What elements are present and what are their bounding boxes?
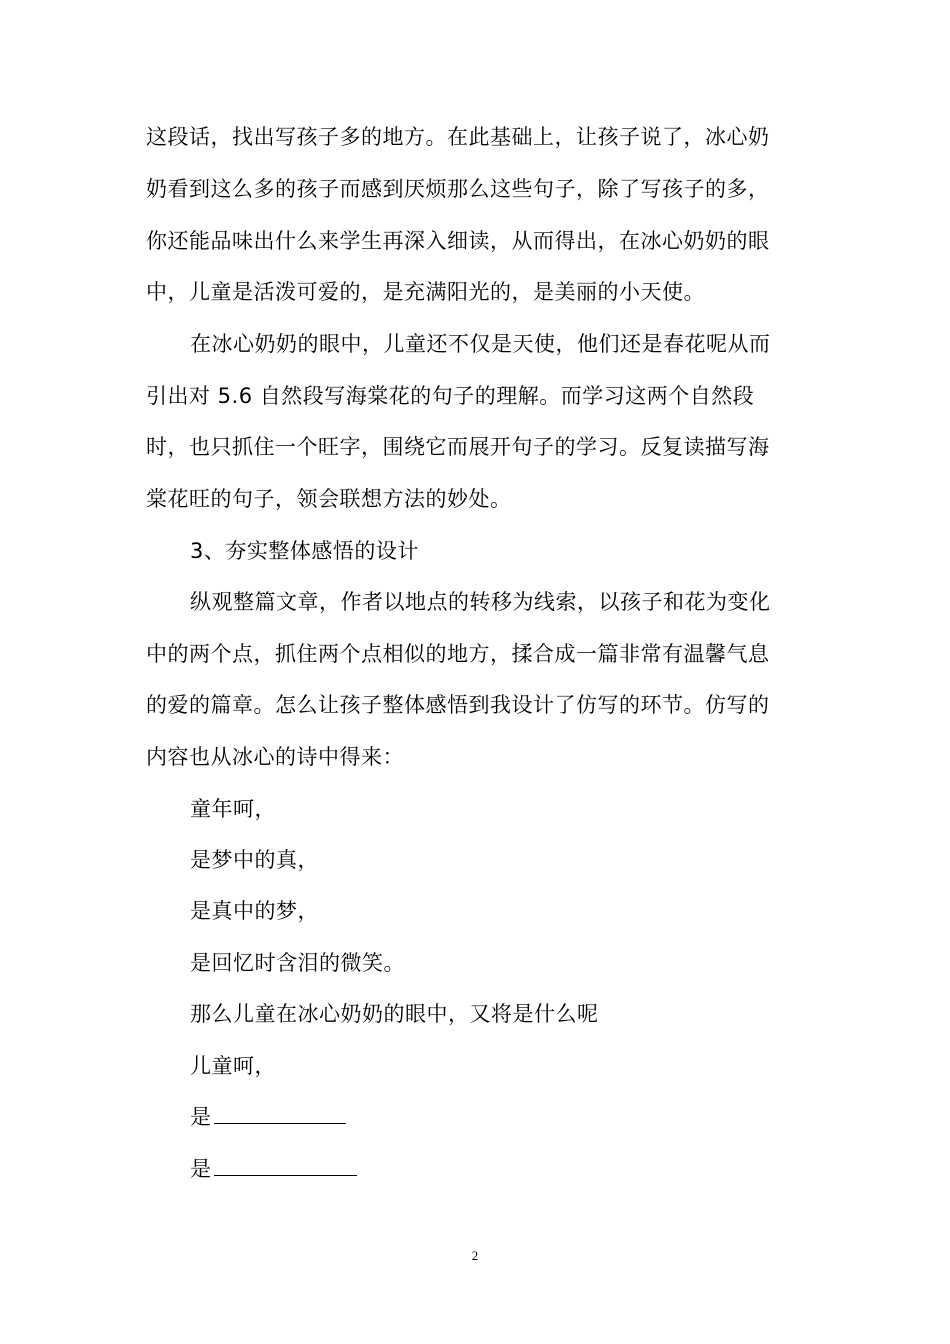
- fill-in-blank-2[interactable]: [214, 1155, 357, 1176]
- paragraph-1-line-1: 这段话，找出写孩子多的地方。在此基础上，让孩子说了，冰心奶: [146, 125, 770, 149]
- poem-line-3: 是真中的梦，: [190, 899, 319, 923]
- poem-line-4: 是回忆时含泪的微笑。: [190, 951, 405, 975]
- fill-in-blank-1[interactable]: [214, 1103, 346, 1124]
- poem-line-1: 童年呵，: [190, 797, 276, 821]
- paragraph-1-line-3: 你还能品味出什么来学生再深入细读，从而得出，在冰心奶奶的眼: [146, 229, 770, 253]
- exercise-blank-1: [190, 1103, 346, 1131]
- exercise-blank-1-prefix: 是: [190, 1105, 212, 1129]
- question-line: 那么儿童在冰心奶奶的眼中，又将是什么呢: [190, 1002, 599, 1026]
- paragraph-1-line-2: 奶看到这么多的孩子而感到厌烦那么这些句子，除了写孩子的多，: [146, 177, 770, 201]
- exercise-opening: 儿童呵，: [190, 1054, 276, 1078]
- paragraph-3-line-2: 中的两个点，抓住两个点相似的地方，揉合成一篇非常有温馨气息: [146, 642, 770, 666]
- paragraph-2-line-4: 棠花旺的句子，领会联想方法的妙处。: [146, 487, 512, 511]
- poem-line-2: 是梦中的真，: [190, 848, 319, 872]
- section-heading: 3、夯实整体感悟的设计: [190, 539, 419, 563]
- paragraph-2-line-2: 引出对 5.6 自然段写海棠花的句子的理解。而学习这两个自然段: [146, 384, 755, 408]
- paragraph-2-line-3: 时，也只抓住一个旺字，围绕它而展开句子的学习。反复读描写海: [146, 435, 770, 459]
- exercise-blank-2-prefix: 是: [190, 1157, 212, 1181]
- paragraph-3-line-4: 内容也从冰心的诗中得来：: [146, 745, 404, 769]
- paragraph-1-line-4: 中，儿童是活泼可爱的，是充满阳光的，是美丽的小天使。: [146, 280, 705, 304]
- paragraph-3-line-3: 的爱的篇章。怎么让孩子整体感悟到我设计了仿写的环节。仿写的: [146, 693, 770, 717]
- paragraph-3-line-1: 纵观整篇文章，作者以地点的转移为线索，以孩子和花为变化: [190, 590, 771, 614]
- page-number: 2: [471, 1248, 479, 1263]
- paragraph-2-line-1: 在冰心奶奶的眼中，儿童还不仅是天使，他们还是春花呢从而: [190, 332, 771, 356]
- exercise-blank-2: [190, 1155, 357, 1183]
